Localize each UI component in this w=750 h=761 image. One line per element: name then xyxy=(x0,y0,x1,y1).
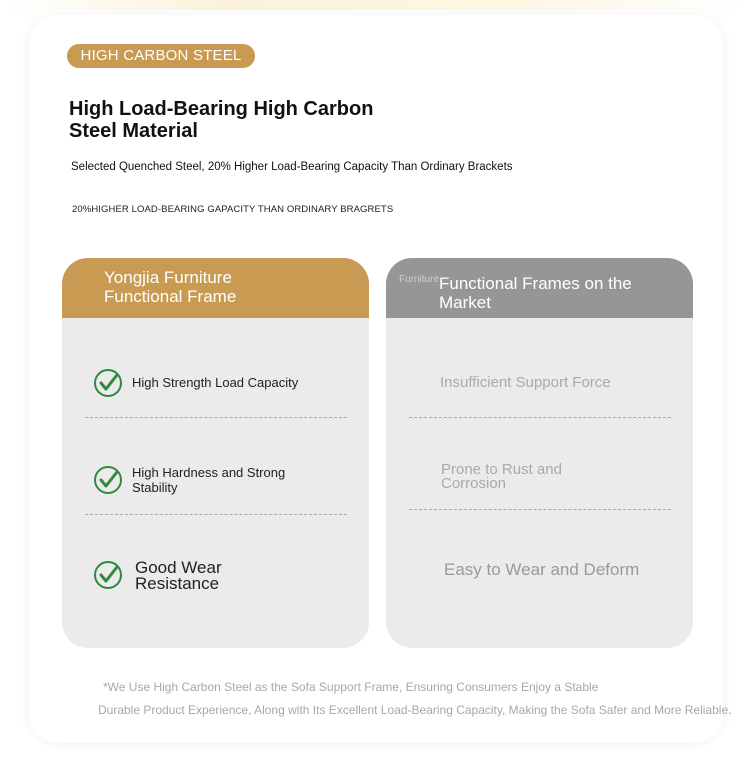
panel-header xyxy=(386,258,693,318)
divider xyxy=(85,417,347,418)
feature-label: High Hardness and Strong Stability xyxy=(132,465,286,495)
top-decor-strip xyxy=(0,0,750,10)
yongjia-frame-panel xyxy=(62,258,369,648)
market-frame-panel xyxy=(386,258,693,648)
tagline: 20%HIGHER LOAD-BEARING GAPACITY THAN ORDINARY BRAGRETS xyxy=(72,204,394,215)
material-badge: HIGH CARBON STEEL xyxy=(67,44,255,68)
subheadline: Selected Quenched Steel, 20% Higher Load-Bearing Capacity Than Ordinary Brackets xyxy=(71,161,513,173)
headline: High Load-Bearing High Carbon Steel Material xyxy=(69,98,374,142)
drawback-label: Easy to Wear and Deform xyxy=(444,560,640,579)
feature-label: Good Wear Resistance xyxy=(135,558,222,593)
feature-label: High Strength Load Capacity xyxy=(132,375,299,390)
divider xyxy=(85,514,347,515)
panel-title: Functional Frames on the Market xyxy=(439,274,632,312)
check-circle-icon xyxy=(93,560,123,590)
divider xyxy=(409,417,671,418)
panel-header xyxy=(62,258,369,318)
divider xyxy=(409,509,671,510)
check-circle-icon xyxy=(93,465,123,495)
footnote-line-1: *We Use High Carbon Steel as the Sofa Support Frame, Ensuring Consumers Enjoy a Stable xyxy=(103,680,599,694)
footnote-line-2: Durable Product Experience, Along with Its Excellent Load-Bearing Capacity, Making the Sofa Safer and More Reliable. xyxy=(98,703,732,717)
header-ghost-text: Furniture xyxy=(399,274,440,285)
panel-title: Yongjia Furniture Functional Frame xyxy=(104,268,237,306)
drawback-label: Insufficient Support Force xyxy=(440,374,611,391)
drawback-label: Prone to Rust and Corrosion xyxy=(441,461,562,492)
check-circle-icon xyxy=(93,368,123,398)
